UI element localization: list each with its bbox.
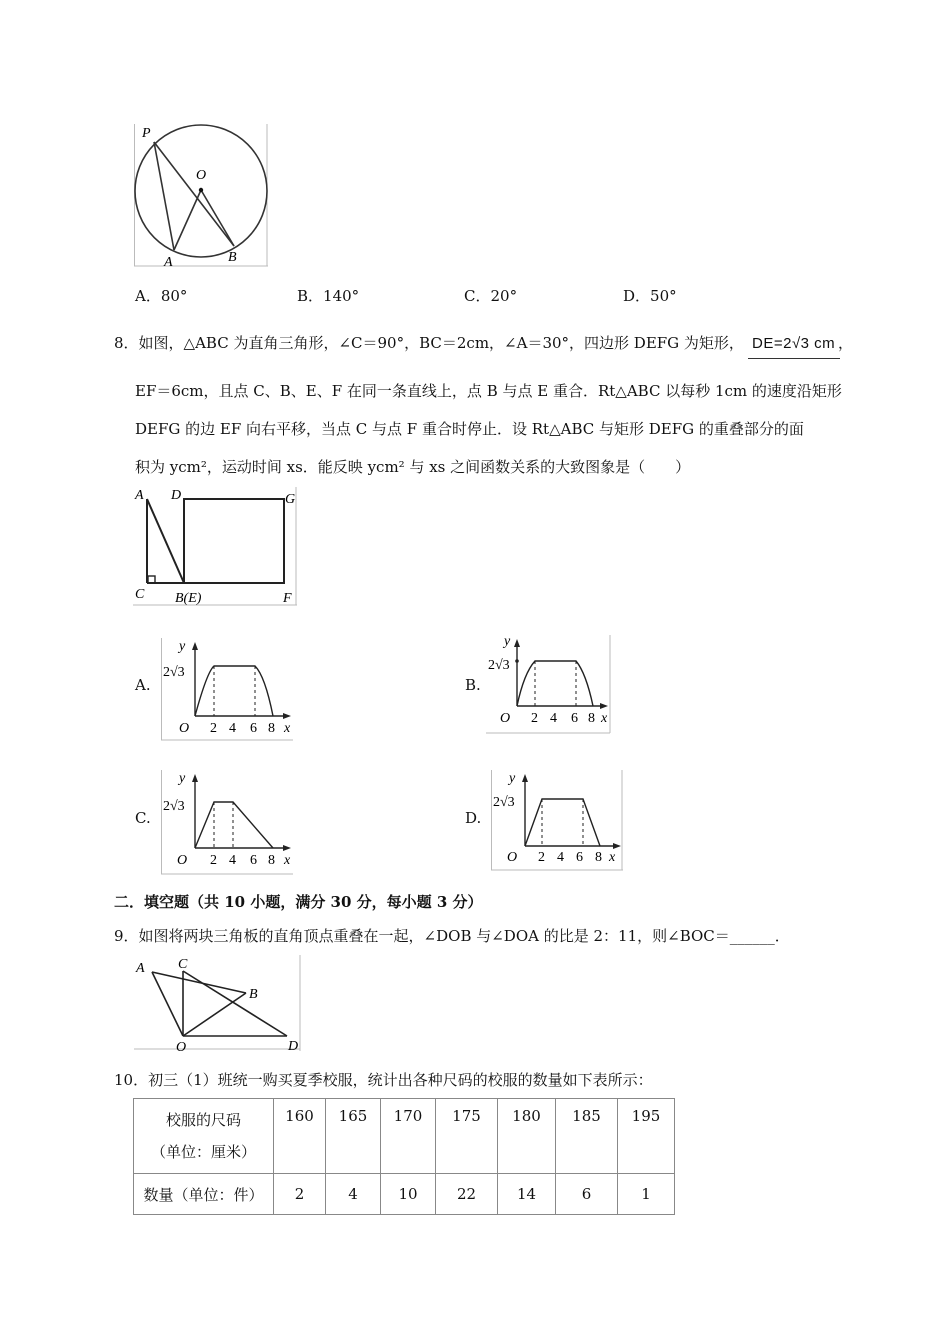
q10-table-count-row xyxy=(134,1174,675,1215)
q7-option-b[interactable] xyxy=(297,285,359,306)
q8-graph-c-xtick-6: 6 xyxy=(250,853,257,868)
q8-graph-b-xtick-8: 8 xyxy=(588,711,595,726)
q8-graph-b-ylabel: y xyxy=(504,634,511,649)
q8-graph-a-xtick-2: 2 xyxy=(210,721,217,736)
q8-graph-a-xlabel: x xyxy=(284,721,291,736)
q10-table-header-row xyxy=(134,1099,675,1174)
q8-graph-b-xlabel: x xyxy=(601,711,608,726)
q7-option-b-value: 140° xyxy=(323,287,360,305)
q8-graph-c-ytick: 2√3 xyxy=(163,799,185,814)
q8-line1 xyxy=(114,332,744,354)
q8-fig-label-d: D xyxy=(171,488,182,503)
q9-fig-label-c: C xyxy=(178,957,188,972)
q8-graph-c-ylabel: y xyxy=(179,771,186,786)
q8-number: 8． xyxy=(114,334,139,352)
q8-de-formula: DE=2√3 cm xyxy=(752,335,836,352)
q8-graph-a-xtick-4: 4 xyxy=(229,721,236,736)
q8-graph-a[interactable] xyxy=(161,636,295,742)
q7-circle-figure xyxy=(134,122,270,268)
q10-count-cell: 4 xyxy=(326,1174,381,1215)
q8-line3: DEFG 的边 EF 向右平移，当点 C 与点 F 重合时停止．设 Rt△ABC 与矩形 DEFG 的重叠部分的面 xyxy=(135,420,804,438)
q10-header-label-line2: （单位：厘米） xyxy=(150,1143,256,1161)
q8-fig-label-a: A xyxy=(135,488,144,503)
q8-graph-d-xtick-6: 6 xyxy=(576,850,583,865)
section2-title: 二．填空题（共 10 小题，满分 30 分，每小题 3 分） xyxy=(114,893,483,911)
q10-header-label-cell xyxy=(134,1099,274,1174)
q8-graph-b[interactable] xyxy=(486,633,612,735)
q10-size-table xyxy=(133,1098,675,1215)
q7-label-o: O xyxy=(196,168,207,183)
q8-graph-b-origin: O xyxy=(500,711,511,726)
q9-text: 9．如图将两块三角板的直角顶点重叠在一起，∠DOB 与∠DOA 的比是 2：11，则∠BOC＝______． xyxy=(114,927,790,945)
q10-size-cell: 180 xyxy=(498,1099,556,1174)
q7-option-d-letter: D． xyxy=(623,287,651,305)
q7-label-a: A xyxy=(164,255,173,268)
q7-label-b: B xyxy=(228,250,237,265)
q7-option-d[interactable] xyxy=(623,285,677,306)
q8-fig-label-c: C xyxy=(135,587,145,602)
q8-option-c-letter[interactable]: C. xyxy=(135,809,151,827)
q7-option-c[interactable] xyxy=(464,285,517,306)
q9-fig-label-d: D xyxy=(288,1039,299,1053)
q8-graph-d-origin: O xyxy=(507,850,518,865)
q8-line4: 积为 ycm²，运动时间 xs．能反映 ycm² 与 xs 之间函数关系的大致图象是（ ） xyxy=(135,458,691,476)
q9-fig-label-a: A xyxy=(136,961,145,976)
q8-graph-b-xtick-2: 2 xyxy=(531,711,538,726)
q8-option-d-letter[interactable]: D. xyxy=(465,809,482,827)
q8-fig-label-g: G xyxy=(285,492,296,507)
q10-count-cell: 22 xyxy=(436,1174,498,1215)
q8-graph-d-xtick-4: 4 xyxy=(557,850,564,865)
q8-option-b-letter[interactable]: B. xyxy=(465,676,481,694)
q7-option-a-letter: A． xyxy=(135,287,161,305)
q8-line2: EF＝6cm，且点 C、B、E、F 在同一条直线上，点 B 与点 E 重合．Rt△ABC 以每秒 1cm 的速度沿矩形 xyxy=(135,382,842,400)
q8-graph-a-origin: O xyxy=(179,721,190,736)
q7-option-c-value: 20° xyxy=(490,287,518,305)
q8-graph-d[interactable] xyxy=(491,768,625,872)
q10-size-cell: 160 xyxy=(274,1099,326,1174)
q8-de-image xyxy=(748,332,840,359)
q7-option-b-letter: B． xyxy=(297,287,324,305)
q8-graph-d-xtick-8: 8 xyxy=(595,850,602,865)
q8-graph-d-ytick: 2√3 xyxy=(493,795,515,810)
q10-size-cell: 175 xyxy=(436,1099,498,1174)
q8-figure xyxy=(133,485,299,607)
q8-graph-b-xtick-6: 6 xyxy=(571,711,578,726)
q10-count-cell: 2 xyxy=(274,1174,326,1215)
q10-size-cell: 195 xyxy=(618,1099,675,1174)
q8-graph-b-xtick-4: 4 xyxy=(550,711,557,726)
q8-graph-d-ylabel: y xyxy=(509,771,516,786)
q10-text: 10．初三（1）班统一购买夏季校服，统计出各种尺码的校服的数量如下表所示： xyxy=(114,1071,653,1089)
q10-count-cell: 14 xyxy=(498,1174,556,1215)
q10-count-cell: 6 xyxy=(556,1174,618,1215)
q8-graph-b-ytick: 2√3 xyxy=(488,658,510,673)
q9-fig-label-b: B xyxy=(249,987,258,1002)
q9-fig-label-o: O xyxy=(176,1040,187,1053)
q8-line1-end: ， xyxy=(838,334,854,352)
q10-header-label-line1: 校服的尺码 xyxy=(165,1111,241,1129)
q10-size-cell: 170 xyxy=(381,1099,436,1174)
q8-graph-c-xlabel: x xyxy=(284,853,291,868)
q8-graph-c-xtick-4: 4 xyxy=(229,853,236,868)
q8-line1-text: 如图，△ABC 为直角三角形，∠C＝90°，BC＝2cm，∠A＝30°，四边形 DEFG 为矩形， xyxy=(138,334,744,352)
q7-option-a[interactable] xyxy=(135,285,187,306)
q8-graph-c-xtick-8: 8 xyxy=(268,853,275,868)
q7-label-p: P xyxy=(142,126,151,141)
q8-fig-label-be: B(E) xyxy=(175,591,202,606)
q10-size-cell: 185 xyxy=(556,1099,618,1174)
q7-option-c-letter: C． xyxy=(464,287,491,305)
q8-graph-a-ylabel: y xyxy=(179,639,186,654)
q7-option-d-value: 50° xyxy=(650,287,677,305)
q7-option-a-value: 80° xyxy=(160,287,188,305)
q8-graph-d-xlabel: x xyxy=(609,850,616,865)
q8-graph-a-xtick-8: 8 xyxy=(268,721,275,736)
q10-count-cell: 1 xyxy=(618,1174,675,1215)
q8-graph-c-origin: O xyxy=(177,853,188,868)
q10-count-label: 数量（单位：件） xyxy=(134,1174,274,1215)
q8-graph-c[interactable] xyxy=(161,768,295,876)
q8-graph-a-ytick: 2√3 xyxy=(163,665,185,680)
q8-graph-c-xtick-2: 2 xyxy=(210,853,217,868)
q8-fig-label-f: F xyxy=(283,591,292,606)
q8-graph-a-xtick-6: 6 xyxy=(250,721,257,736)
q9-figure xyxy=(132,953,302,1053)
q8-graph-d-xtick-2: 2 xyxy=(538,850,545,865)
q10-count-cell: 10 xyxy=(381,1174,436,1215)
q10-size-cell: 165 xyxy=(326,1099,381,1174)
q8-option-a-letter[interactable]: A. xyxy=(135,676,151,694)
